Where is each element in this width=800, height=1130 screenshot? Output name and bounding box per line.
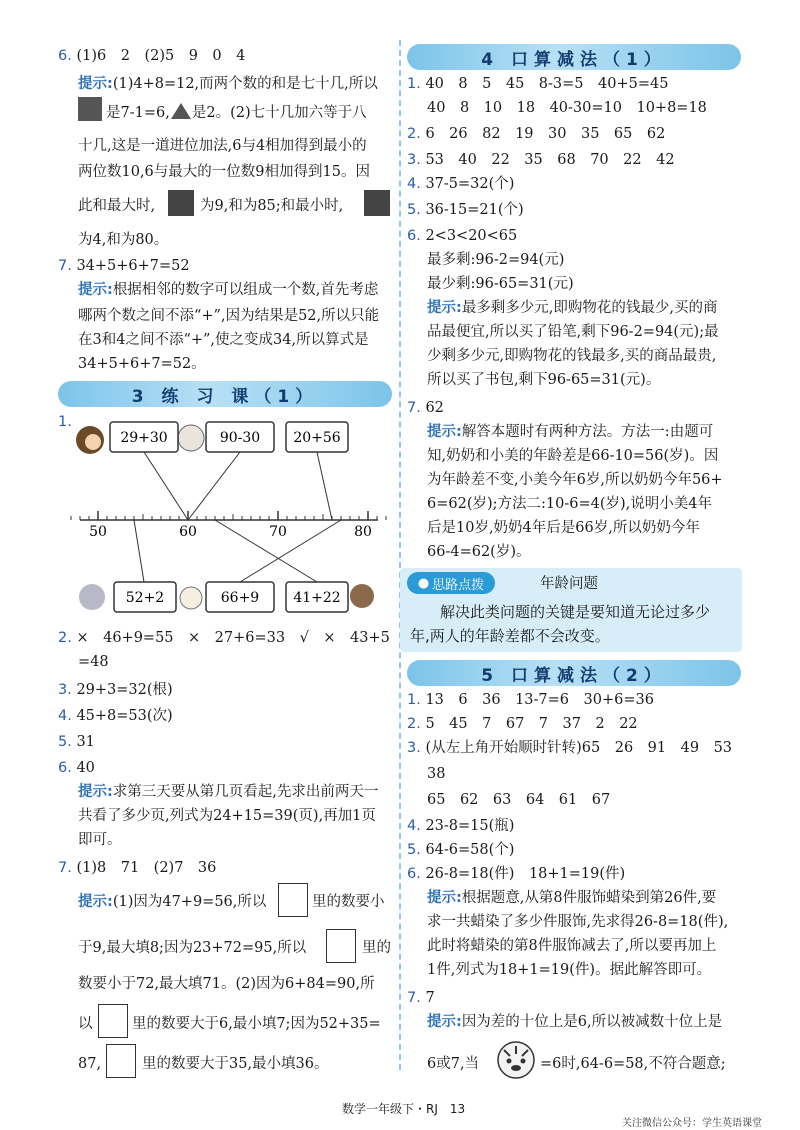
q6-hint-line6: 为4,和为80。 xyxy=(78,232,169,248)
chick-icon xyxy=(180,587,202,609)
q7-answer-line xyxy=(58,256,190,276)
r-q7-hint-line1 xyxy=(427,422,713,442)
q7-hint-line2: 哪两个数之间不添“+”,因为结果是52,所以只能 xyxy=(78,308,380,324)
r-q3-line xyxy=(407,150,675,170)
s5-q3-line1 xyxy=(407,738,732,758)
s5-q6-hint-line3: 此时将蜡染的第8件服饰减去了,所以要再加上 xyxy=(427,938,717,954)
q2-line2: =48 xyxy=(78,654,109,670)
tick-label-60: 60 xyxy=(179,524,197,540)
section-5-banner: 5 口算减法（2） xyxy=(407,660,741,686)
blank-box xyxy=(278,883,308,917)
blank-box xyxy=(98,1004,128,1038)
hint-label: 提示: xyxy=(427,1014,462,1030)
q7b-hint-line5b: 里的数要大于35,最小填36。 xyxy=(142,1056,329,1072)
q5-line xyxy=(58,732,95,752)
r-q5-line xyxy=(407,200,524,220)
hint-text: 是2。(2)七十几加六等于八 xyxy=(191,105,367,121)
hint-text: (1)4+8=12,而两个数的和是七十几,所以 xyxy=(112,76,378,92)
q4-number: 4. xyxy=(58,708,72,724)
triangle-icon xyxy=(170,102,192,120)
q7b-hint-line4b: 里的数要大于6,最小填7;因为52+35= xyxy=(132,1016,381,1032)
s5-q7-line xyxy=(407,988,435,1008)
s5-q6-hint-line4: 1件,列式为18+1=19(件)。据此解答即可。 xyxy=(427,962,712,978)
grey-square-icon xyxy=(78,97,102,121)
tip-line2: 年,两人的年龄差都不会改变。 xyxy=(410,627,610,645)
q6-number: 6. xyxy=(58,48,72,64)
r-q7-number: 7. xyxy=(407,400,421,416)
q6-hint-line2 xyxy=(106,102,367,123)
elephant-icon xyxy=(79,584,105,610)
q7b-hint-line4a: 以 xyxy=(78,1016,93,1032)
connector-line xyxy=(134,520,144,582)
q7b-answer-line xyxy=(58,858,216,878)
tip-tag xyxy=(407,572,495,594)
section-4-banner: 4 口算减法（1） xyxy=(407,44,741,70)
hint-text: 解答本题时有两种方法。方法一:由题可 xyxy=(461,424,714,440)
connector-line xyxy=(240,520,341,582)
s5-q7-number: 7. xyxy=(407,990,421,1006)
tip-line1: 解决此类问题的关键是要知道无论过多少 xyxy=(440,603,711,621)
r-q7-hint-line6: 66-4=62(岁)。 xyxy=(427,544,531,560)
q2-answer: × 46+9=55 × 27+6=33 √ × 43+5 xyxy=(76,630,390,646)
r-q7-answer: 62 xyxy=(425,400,444,416)
s5-q6-number: 6. xyxy=(407,866,421,882)
s5-q2-line xyxy=(407,714,638,734)
s5-q7-hint-line2a: 6或7,当 xyxy=(427,1056,480,1072)
r-q2-line xyxy=(407,124,665,144)
q7-number: 7. xyxy=(58,258,72,274)
q3-line xyxy=(58,680,173,700)
s5-q6-answer: 26-8=18(件) 18+1=19(件) xyxy=(425,866,626,882)
s5-q6-hint-line2: 求一共蜡染了多少件服饰,先求得26-8=18(件), xyxy=(427,914,729,930)
q7-hint-line4: 34+5+6+7=52。 xyxy=(78,356,206,372)
grey-square-icon xyxy=(364,190,390,216)
q7b-hint-line1b: 里的数要小 xyxy=(312,894,385,910)
number-line-diagram xyxy=(58,410,393,620)
connector-line xyxy=(188,452,240,520)
s5-q2-number: 2. xyxy=(407,716,421,732)
r-q5-answer: 36-15=21(个) xyxy=(425,202,524,218)
q5-answer: 31 xyxy=(76,734,95,750)
r-q7-hint-line5: 后是10岁,奶奶4年后是66岁,所以奶奶今年 xyxy=(427,520,700,536)
s5-q5-answer: 64-6=58(个) xyxy=(425,842,515,858)
r-q6-hint-line2: 品最便宜,所以买了铅笔,剩下96-2=94(元);最 xyxy=(427,324,719,340)
tick-label-50: 50 xyxy=(89,524,107,540)
q2-number: 2. xyxy=(58,630,72,646)
s5-q2-answer: 5 45 7 67 7 37 2 22 xyxy=(425,716,638,732)
section-3-banner: 3 练 习 课（1） xyxy=(58,381,392,407)
r-q7-hint-line4: 6=62(岁);方法二:10-6=4(岁),说明小美4年 xyxy=(427,496,713,512)
grey-square-icon xyxy=(168,190,194,216)
s5-q1-answer: 13 6 36 13-7=6 30+6=36 xyxy=(425,692,654,708)
r-q4-number: 4. xyxy=(407,176,421,192)
hint-label: 提示: xyxy=(78,894,113,910)
q6-hint-line5a: 此和最大时, xyxy=(78,198,156,214)
s5-q6-line xyxy=(407,864,625,884)
connector-line xyxy=(215,520,317,582)
r-q5-number: 5. xyxy=(407,202,421,218)
q7-answer: 34+5+6+7=52 xyxy=(76,258,190,274)
s5-q7-hint-line1 xyxy=(427,1012,722,1032)
q6b-hint-line2: 共看了多少页,列式为24+15=39(页),再加1页 xyxy=(78,808,376,824)
q6-hint-line4: 两位数10,6与最大的一位数9相加得到15。因 xyxy=(78,164,370,180)
q5-number: 5. xyxy=(58,734,72,750)
r-q6-line xyxy=(407,226,517,246)
hint-text: 是7-1=6, xyxy=(106,105,170,121)
expr-top-2: 90-30 xyxy=(219,430,261,446)
q7-hint-line3: 在3和4之间不添“+”,使之变成34,所以算式是 xyxy=(78,332,369,348)
q7b-answer: (1)8 71 (2)7 36 xyxy=(76,860,217,876)
blank-box xyxy=(106,1044,136,1078)
q4-line xyxy=(58,706,173,726)
q7-hint-line1 xyxy=(78,280,378,300)
lightbulb-icon: ● xyxy=(417,575,430,591)
bear-icon xyxy=(350,584,374,608)
q6-answer: (1)6 2 (2)5 9 0 4 xyxy=(76,48,246,64)
hint-label: 提示: xyxy=(427,890,462,906)
q2-line1 xyxy=(58,628,390,648)
r-q6-hint-line1 xyxy=(427,298,718,318)
q7b-hint-line5a: 87, xyxy=(78,1056,102,1072)
s5-q7-hint-line2b: =6时,64-6=58,不符合题意; xyxy=(540,1056,726,1072)
s5-q7-answer: 7 xyxy=(425,990,435,1006)
hint-label: 提示: xyxy=(427,300,462,316)
hint-label: 提示: xyxy=(78,76,113,92)
hint-text: 根据题意,从第8件服饰蜡染到第26件,要 xyxy=(461,890,717,906)
q3-answer: 29+3=32(根) xyxy=(76,682,173,698)
page-footer: 数学一年级下・RJ 13 xyxy=(342,1102,466,1116)
hint-text: 最多剩多少元,即购物花的钱最少,买的商 xyxy=(461,300,718,316)
tiger-icon xyxy=(494,1036,538,1080)
s5-q1-number: 1. xyxy=(407,692,421,708)
r-q1-number: 1. xyxy=(407,76,421,92)
tip-title: 年龄问题 xyxy=(540,576,598,592)
connector-line xyxy=(317,452,332,520)
r-q4-line xyxy=(407,174,514,194)
q7b-hint-line3: 数要小于72,最大填71。(2)因为6+84=90,所 xyxy=(78,976,375,992)
tip-tag-label: 思路点拨 xyxy=(432,577,485,593)
s5-q3-number: 3. xyxy=(407,740,421,756)
r-q1-line1 xyxy=(407,74,668,94)
q6b-hint-line3: 即可。 xyxy=(78,832,122,848)
q6-answer-line xyxy=(58,46,245,66)
r-q7-hint-line3: 为年龄差不变,小美今年6岁,所以奶奶今年56+ xyxy=(427,472,723,488)
hint-label: 提示: xyxy=(78,282,113,298)
expr-bottom-2: 66+9 xyxy=(220,590,260,606)
q3-number: 3. xyxy=(58,682,72,698)
r-q6-most: 最多剩:96-2=94(元) xyxy=(427,252,565,268)
q6-hint-line3: 十几,这是一道进位加法,6与4相加得到最小的 xyxy=(78,138,367,154)
s5-q4-line xyxy=(407,816,514,836)
q6-hint-line5b: 为9,和为85;和最小时, xyxy=(200,198,344,214)
s5-q4-number: 4. xyxy=(407,818,421,834)
q6b-hint-line1 xyxy=(78,782,378,802)
expr-top-1: 29+30 xyxy=(120,430,168,446)
r-q2-answer: 6 26 82 19 30 35 65 62 xyxy=(425,126,666,142)
hint-text: 求第三天要从第几页看起,先求出前两天一 xyxy=(112,784,379,800)
tick-label-80: 80 xyxy=(354,524,372,540)
r-q7-hint-line2: 知,奶奶和小美的年龄差是66-10=56(岁)。因 xyxy=(427,448,719,464)
hint-text: 因为差的十位上是6,所以被减数十位上是 xyxy=(461,1014,723,1030)
s5-q3-answer: (从左上角开始顺时针转)65 26 91 49 53 xyxy=(425,740,733,756)
r-q1-answer: 40 8 5 45 8-3=5 40+5=45 xyxy=(425,76,669,92)
hint-label: 提示: xyxy=(427,424,462,440)
hint-label: 提示: xyxy=(78,784,113,800)
s5-q4-answer: 23-8=15(瓶) xyxy=(425,818,515,834)
expr-top-3: 20+56 xyxy=(293,430,341,446)
r-q4-answer: 37-5=32(个) xyxy=(425,176,515,192)
blank-box xyxy=(326,929,356,963)
r-q6-hint-line3: 少剩多少元,即购物花的钱最多,买的商品最贵, xyxy=(427,348,717,364)
number-line-ticks xyxy=(71,511,386,520)
connector-line xyxy=(144,452,188,520)
r-q6-answer: 2<3<20<65 xyxy=(425,228,518,244)
expr-bottom-1: 52+2 xyxy=(125,590,165,606)
s5-q5-line xyxy=(407,840,514,860)
s5-q1-line xyxy=(407,690,654,710)
s5-q5-number: 5. xyxy=(407,842,421,858)
tick-label-70: 70 xyxy=(269,524,287,540)
q7b-hint-line2a: 于9,最大填8;因为23+72=95,所以 xyxy=(78,940,307,956)
q7b-hint-line1a xyxy=(78,892,266,912)
r-q7-line xyxy=(407,398,444,418)
expr-bottom-3: 41+22 xyxy=(293,590,341,606)
r-q6-hint-line4: 所以买了书包,剩下96-65=31(元)。 xyxy=(427,372,661,388)
s5-q3-line3: 65 62 63 64 61 67 xyxy=(427,792,611,808)
r-q1-line2: 40 8 10 18 40-30=10 10+8=18 xyxy=(427,100,707,116)
hint-text: (1)因为47+9=56,所以 xyxy=(112,894,267,910)
q7b-number: 7. xyxy=(58,860,72,876)
nl-number: 1. xyxy=(58,414,72,430)
q7b-hint-line2b: 里的 xyxy=(362,940,391,956)
s5-q3-line2: 38 xyxy=(427,766,446,782)
r-q6-number: 6. xyxy=(407,228,421,244)
q4-answer: 45+8=53(次) xyxy=(76,708,173,724)
r-q3-number: 3. xyxy=(407,152,421,168)
footnote: 关注微信公众号：学生英语课堂 xyxy=(622,1118,762,1129)
hint-text: 根据相邻的数字可以组成一个数,首先考虑 xyxy=(112,282,379,298)
q6b-line xyxy=(58,758,95,778)
q6b-answer: 40 xyxy=(76,760,95,776)
s5-q6-hint-line1 xyxy=(427,888,716,908)
r-q3-answer: 53 40 22 35 68 70 22 42 xyxy=(425,152,675,168)
q6-hint-line1 xyxy=(78,74,378,94)
r-q6-least: 最少剩:96-65=31(元) xyxy=(427,276,574,292)
q6b-number: 6. xyxy=(58,760,72,776)
column-divider xyxy=(399,40,401,1070)
r-q2-number: 2. xyxy=(407,126,421,142)
sheep-icon xyxy=(178,425,204,451)
